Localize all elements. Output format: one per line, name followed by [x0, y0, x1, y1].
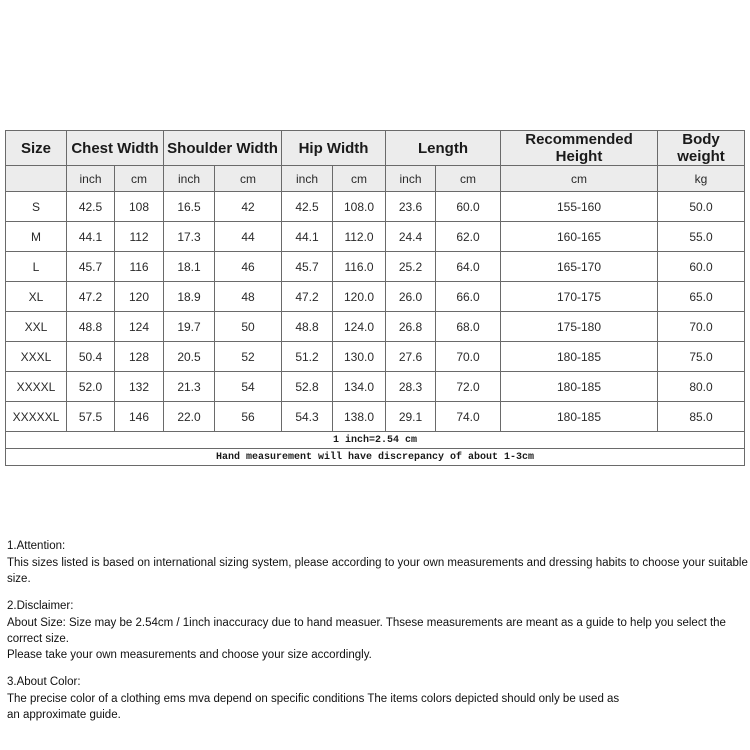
table-header-row: [6, 131, 745, 166]
column-header-recommended-height: Recommended Height: [501, 131, 658, 166]
measurement-cell: 180-185: [501, 402, 658, 432]
size-label-cell: XXXXL: [6, 372, 67, 402]
measurement-cell: 55.0: [658, 222, 745, 252]
measurement-cell: 26.0: [386, 282, 436, 312]
size-label-cell: XXL: [6, 312, 67, 342]
unit-cell-length-cm: cm: [436, 166, 501, 192]
size-label-cell: XXXL: [6, 342, 67, 372]
table-row: [6, 222, 745, 252]
measurement-cell: 25.2: [386, 252, 436, 282]
measurement-cell: 48.8: [282, 312, 333, 342]
table-unit-row: [6, 166, 745, 192]
unit-cell-hip-cm: cm: [333, 166, 386, 192]
unit-cell-shoulder-cm: cm: [215, 166, 282, 192]
column-header-hip-width: Hip Width: [282, 131, 386, 166]
measurement-cell: 75.0: [658, 342, 745, 372]
note-disclaimer-text-1: About Size: Size may be 2.54cm / 1inch inaccuracy due to hand measuer. Thsese measurements are meant as a guide to help you select the correct size.: [7, 617, 726, 645]
size-label-cell: XXXXXL: [6, 402, 67, 432]
size-label-cell: L: [6, 252, 67, 282]
column-header-size: Size: [6, 131, 67, 166]
measurement-cell: 120: [115, 282, 164, 312]
measurement-cell: 47.2: [282, 282, 333, 312]
measurement-cell: 17.3: [164, 222, 215, 252]
measurement-cell: 160-165: [501, 222, 658, 252]
measurement-cell: 124: [115, 312, 164, 342]
note-about-color-heading: 3.About Color:: [7, 676, 81, 688]
footnote-measurement-discrepancy: Hand measurement will have discrepancy of about 1-3cm: [6, 449, 745, 466]
measurement-cell: 44: [215, 222, 282, 252]
measurement-cell: 52.8: [282, 372, 333, 402]
measurement-cell: 180-185: [501, 372, 658, 402]
measurement-cell: 60.0: [436, 192, 501, 222]
size-chart-table: [5, 130, 745, 466]
measurement-cell: 42.5: [282, 192, 333, 222]
measurement-cell: 108: [115, 192, 164, 222]
column-header-shoulder-width: Shoulder Width: [164, 131, 282, 166]
measurement-cell: 28.3: [386, 372, 436, 402]
measurement-cell: 27.6: [386, 342, 436, 372]
measurement-cell: 18.9: [164, 282, 215, 312]
measurement-cell: 29.1: [386, 402, 436, 432]
measurement-cell: 52.0: [67, 372, 115, 402]
measurement-cell: 24.4: [386, 222, 436, 252]
measurement-cell: 54.3: [282, 402, 333, 432]
measurement-cell: 180-185: [501, 342, 658, 372]
measurement-cell: 45.7: [282, 252, 333, 282]
size-table-body: [6, 192, 745, 432]
measurement-cell: 16.5: [164, 192, 215, 222]
measurement-cell: 46: [215, 252, 282, 282]
measurement-cell: 42.5: [67, 192, 115, 222]
unit-cell-length-inch: inch: [386, 166, 436, 192]
measurement-cell: 65.0: [658, 282, 745, 312]
measurement-cell: 22.0: [164, 402, 215, 432]
note-attention: [7, 538, 748, 587]
table-row: [6, 342, 745, 372]
table-row: [6, 402, 745, 432]
measurement-cell: 70.0: [658, 312, 745, 342]
measurement-cell: 108.0: [333, 192, 386, 222]
measurement-cell: 66.0: [436, 282, 501, 312]
measurement-cell: 56: [215, 402, 282, 432]
table-row: [6, 192, 745, 222]
measurement-cell: 52: [215, 342, 282, 372]
table-row: [6, 312, 745, 342]
measurement-cell: 116: [115, 252, 164, 282]
note-attention-text: This sizes listed is based on international sizing system, please according to your own measurements and dressing habits to choose your suitable size.: [7, 557, 748, 585]
measurement-cell: 62.0: [436, 222, 501, 252]
size-label-cell: XL: [6, 282, 67, 312]
unit-cell-empty: [6, 166, 67, 192]
measurement-cell: 130.0: [333, 342, 386, 372]
measurement-cell: 50: [215, 312, 282, 342]
measurement-cell: 23.6: [386, 192, 436, 222]
measurement-cell: 54: [215, 372, 282, 402]
unit-cell-shoulder-inch: inch: [164, 166, 215, 192]
measurement-cell: 80.0: [658, 372, 745, 402]
measurement-cell: 132: [115, 372, 164, 402]
measurement-cell: 112: [115, 222, 164, 252]
size-label-cell: S: [6, 192, 67, 222]
measurement-cell: 124.0: [333, 312, 386, 342]
footnote-row: [6, 449, 745, 466]
measurement-cell: 20.5: [164, 342, 215, 372]
measurement-cell: 170-175: [501, 282, 658, 312]
measurement-cell: 134.0: [333, 372, 386, 402]
column-header-body-weight: Body weight: [658, 131, 745, 166]
measurement-cell: 50.0: [658, 192, 745, 222]
table-row: [6, 252, 745, 282]
measurement-cell: 44.1: [67, 222, 115, 252]
footnote-row: [6, 432, 745, 449]
measurement-cell: 112.0: [333, 222, 386, 252]
measurement-cell: 47.2: [67, 282, 115, 312]
measurement-cell: 50.4: [67, 342, 115, 372]
note-disclaimer: [7, 598, 748, 663]
unit-cell-weight-kg: kg: [658, 166, 745, 192]
size-label-cell: M: [6, 222, 67, 252]
measurement-cell: 74.0: [436, 402, 501, 432]
unit-cell-height-cm: cm: [501, 166, 658, 192]
note-about-color-text-2: an approximate guide.: [7, 709, 121, 721]
note-about-color-text-1: The precise color of a clothing ems mva depend on specific conditions The items colors depicted should only be used as: [7, 693, 620, 705]
measurement-cell: 146: [115, 402, 164, 432]
table-row: [6, 282, 745, 312]
measurement-cell: 19.7: [164, 312, 215, 342]
note-disclaimer-text-2: Please take your own measurements and choose your size accordingly.: [7, 649, 372, 661]
measurement-cell: 128: [115, 342, 164, 372]
note-disclaimer-heading: 2.Disclaimer:: [7, 600, 74, 612]
measurement-cell: 175-180: [501, 312, 658, 342]
measurement-cell: 155-160: [501, 192, 658, 222]
measurement-cell: 57.5: [67, 402, 115, 432]
measurement-cell: 48.8: [67, 312, 115, 342]
measurement-cell: 45.7: [67, 252, 115, 282]
unit-cell-chest-cm: cm: [115, 166, 164, 192]
column-header-length: Length: [386, 131, 501, 166]
measurement-cell: 51.2: [282, 342, 333, 372]
measurement-cell: 48: [215, 282, 282, 312]
measurement-cell: 26.8: [386, 312, 436, 342]
column-header-chest-width: Chest Width: [67, 131, 164, 166]
measurement-cell: 120.0: [333, 282, 386, 312]
measurement-cell: 64.0: [436, 252, 501, 282]
measurement-cell: 18.1: [164, 252, 215, 282]
measurement-cell: 68.0: [436, 312, 501, 342]
unit-cell-chest-inch: inch: [67, 166, 115, 192]
measurement-cell: 138.0: [333, 402, 386, 432]
measurement-cell: 165-170: [501, 252, 658, 282]
measurement-cell: 21.3: [164, 372, 215, 402]
measurement-cell: 70.0: [436, 342, 501, 372]
note-attention-heading: 1.Attention:: [7, 540, 66, 552]
unit-cell-hip-inch: inch: [282, 166, 333, 192]
note-about-color: [7, 674, 748, 723]
measurement-cell: 44.1: [282, 222, 333, 252]
measurement-cell: 60.0: [658, 252, 745, 282]
measurement-cell: 42: [215, 192, 282, 222]
footnote-inch-conversion: 1 inch=2.54 cm: [6, 432, 745, 449]
notes-section: [7, 538, 748, 734]
measurement-cell: 116.0: [333, 252, 386, 282]
measurement-cell: 85.0: [658, 402, 745, 432]
measurement-cell: 72.0: [436, 372, 501, 402]
table-row: [6, 372, 745, 402]
